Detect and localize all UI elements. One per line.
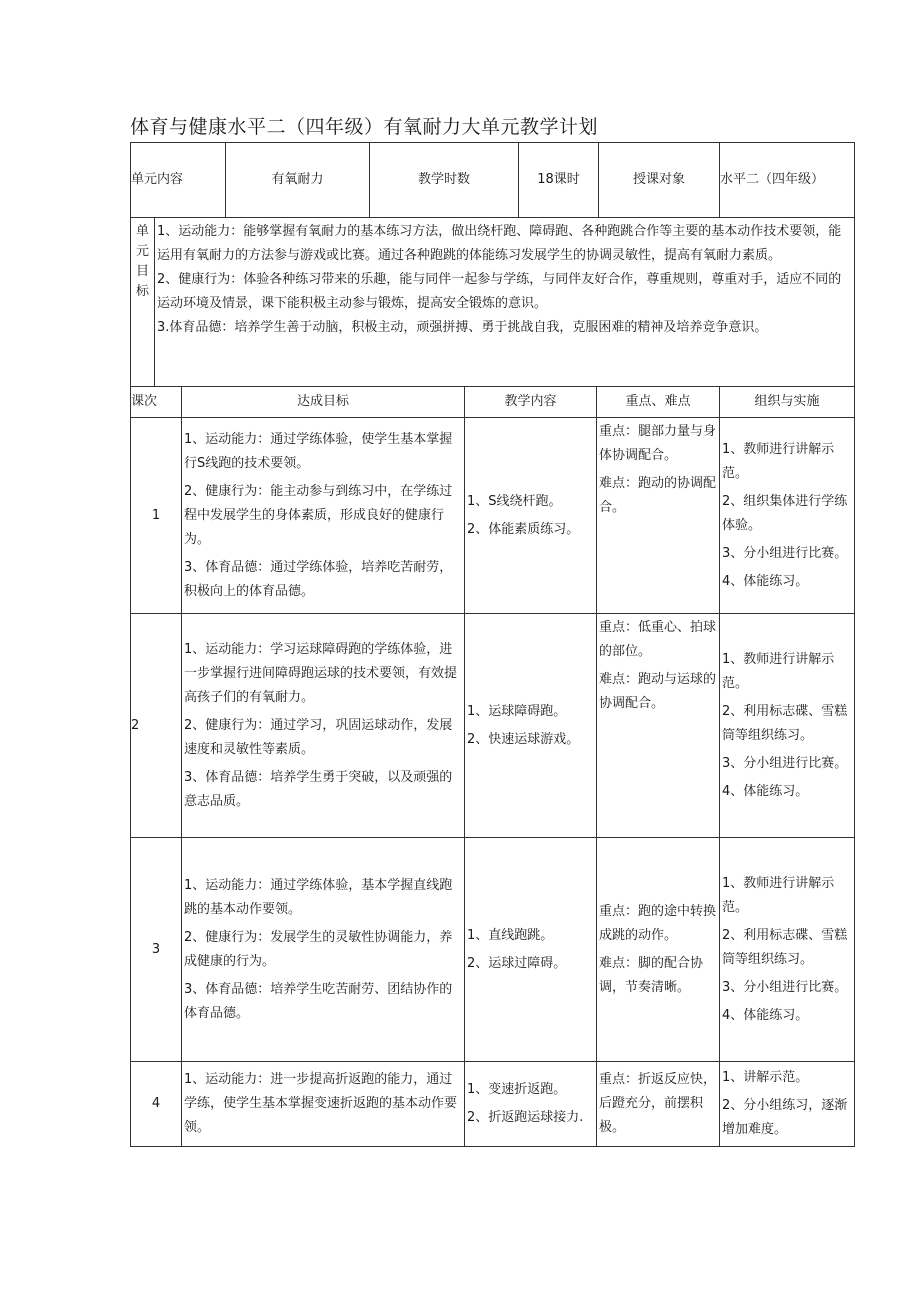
objective-item: 2、健康行为：能主动参与到练习中，在学练过程中发展学生的身体素质，形成良好的健康行为。 — [184, 483, 453, 547]
goal-label-char: 单 — [135, 224, 149, 239]
organization-item: 1、教师进行讲解示范。 — [722, 441, 835, 481]
goal-label-char: 标 — [135, 284, 149, 299]
objective-item: 1、运动能力：进一步提高折返跑的能力，通过学练，使学生基本掌握变速折返跑的基本动作要领。 — [184, 1072, 458, 1135]
table-row — [131, 614, 855, 838]
key-point-item: 重点：跑的途中转换成跳的动作。 — [599, 903, 717, 943]
lesson-key-points — [597, 1062, 720, 1147]
organization-item: 3、分小组进行比赛。 — [722, 755, 848, 771]
lesson-key-points — [597, 418, 720, 614]
table-row — [131, 1062, 855, 1147]
lesson-organization — [720, 614, 855, 838]
unit-content-label: 单元内容 — [131, 143, 226, 218]
lesson-objectives — [182, 838, 465, 1062]
unit-content-value: 有氧耐力 — [226, 143, 370, 218]
key-point-item: 重点：腿部力量与身体协调配合。 — [599, 424, 717, 463]
lesson-content — [465, 614, 597, 838]
lesson-organization — [720, 838, 855, 1062]
col-organization: 组织与实施 — [720, 387, 855, 418]
lesson-table-header — [131, 387, 855, 418]
objective-item: 1、运动能力：通过学练体验，基本学握直线跑跳的基本动作要领。 — [184, 877, 453, 917]
organization-item: 1、教师进行讲解示范。 — [722, 875, 835, 915]
organization-item: 4、体能练习。 — [722, 573, 809, 589]
lesson-table — [130, 386, 855, 1147]
unit-goals-label — [131, 218, 155, 387]
col-content: 教学内容 — [465, 387, 597, 418]
content-item: 1、S线绕杆跑。 — [467, 493, 562, 509]
lesson-key-points — [597, 838, 720, 1062]
objective-item: 2、健康行为：通过学习，巩固运球动作，发展速度和灵敏性等素质。 — [184, 717, 453, 757]
lesson-organization — [720, 418, 855, 614]
organization-item: 4、体能练习。 — [722, 1007, 809, 1023]
goal-item: 1、运动能力：能够掌握有氧耐力的基本练习方法，做出绕杆跑、障碍跑、各种跑跳合作等主要的基本动作技术要领，能运用有氧耐力的方法参与游戏或比赛。通过各种跑跳的体能练习发展学生的协调灵敏性，提高有氧耐力素质。 — [157, 224, 842, 263]
objective-item: 3、体育品德：培养学生勇于突破，以及顽强的意志品质。 — [184, 769, 453, 809]
goal-label-char: 目 — [135, 264, 149, 279]
lesson-number: 3 — [131, 838, 182, 1062]
unit-goals-table — [130, 217, 855, 387]
audience-value: 水平二（四年级） — [720, 143, 855, 218]
organization-item: 2、分小组练习，逐渐增加难度。 — [722, 1098, 848, 1137]
content-item: 1、运球障碍跑。 — [467, 703, 567, 719]
lesson-objectives — [182, 1062, 465, 1147]
organization-item: 3、分小组进行比赛。 — [722, 545, 848, 561]
lesson-number: 4 — [131, 1062, 182, 1147]
lesson-content — [465, 1062, 597, 1147]
lesson-content — [465, 418, 597, 614]
col-key-points: 重点、难点 — [597, 387, 720, 418]
key-point-item: 重点：低重心、拍球的部位。 — [599, 620, 717, 659]
key-point-item: 难点：脚的配合协调，节奏清晰。 — [599, 955, 704, 995]
unit-goals-body — [155, 218, 855, 387]
lesson-objectives — [182, 614, 465, 838]
organization-item: 1、教师进行讲解示范。 — [722, 651, 835, 691]
content-item: 2、快速运球游戏。 — [467, 731, 580, 747]
organization-item: 1、讲解示范。 — [722, 1070, 809, 1085]
key-point-item: 重点：折返反应快，后蹬充分，前摆积极。 — [599, 1072, 717, 1135]
lesson-organization — [720, 1062, 855, 1147]
content-item: 2、体能素质练习。 — [467, 521, 580, 537]
organization-item: 4、体能练习。 — [722, 783, 809, 799]
lesson-content — [465, 838, 597, 1062]
objective-item: 1、运动能力：通过学练体验，使学生基本掌握行S线跑的技术要领。 — [184, 431, 453, 471]
key-point-item: 难点：跑动的协调配合。 — [599, 476, 717, 515]
organization-item: 3、分小组进行比赛。 — [722, 979, 848, 995]
organization-item: 2、利用标志碟、雪糕筒等组织练习。 — [722, 703, 848, 743]
lesson-objectives — [182, 418, 465, 614]
organization-item: 2、利用标志碟、雪糕筒等组织练习。 — [722, 927, 848, 967]
organization-item: 2、组织集体进行学练体验。 — [722, 493, 848, 533]
lesson-number: 1 — [131, 418, 182, 614]
objective-item: 1、运动能力：学习运球障碍跑的学练体验，进一步掌握行进间障碍跑运球的技术要领，有效提高孩子们的有氧耐力。 — [184, 641, 458, 705]
content-item: 2、运球过障碍。 — [467, 955, 567, 971]
lesson-key-points — [597, 614, 720, 838]
table-row — [131, 418, 855, 614]
col-objectives: 达成目标 — [182, 387, 465, 418]
content-item: 2、折返跑运球接力. — [467, 1110, 584, 1125]
objective-item: 3、体育品德：通过学练体验，培养吃苦耐劳，积极向上的体育品德。 — [184, 559, 453, 599]
page-title: 体育与健康水平二（四年级）有氧耐力大单元教学计划 — [130, 116, 599, 138]
content-item: 1、直线跑跳。 — [467, 927, 554, 943]
lesson-number: 2 — [131, 614, 182, 838]
table-row — [131, 838, 855, 1062]
goal-item: 3.体育品德：培养学生善于动脑，积极主动，顽强拼搏、勇于挑战自我，克服困难的精神及培养竞争意识。 — [157, 320, 768, 335]
teaching-hours-value: 18课时 — [519, 143, 599, 218]
objective-item: 3、体育品德：培养学生吃苦耐劳、团结协作的体育品德。 — [184, 981, 453, 1021]
plan-sheet — [130, 142, 854, 1147]
col-lesson: 课次 — [131, 387, 182, 418]
unit-header-table — [130, 142, 855, 218]
audience-label: 授课对象 — [599, 143, 720, 218]
goal-label-char: 元 — [135, 244, 149, 259]
key-point-item: 难点：跑动与运球的协调配合。 — [599, 672, 717, 711]
teaching-hours-label: 教学时数 — [370, 143, 519, 218]
objective-item: 2、健康行为：发展学生的灵敏性协调能力，养成健康的行为。 — [184, 929, 453, 969]
goal-item: 2、健康行为：体验各种练习带来的乐趣，能与同伴一起参与学练，与同伴友好合作，尊重规则，尊重对手，适应不同的运动环境及情景，课下能积极主动参与锻炼，提高安全锻炼的意识。 — [157, 272, 842, 311]
content-item: 1、变速折返跑。 — [467, 1082, 567, 1097]
